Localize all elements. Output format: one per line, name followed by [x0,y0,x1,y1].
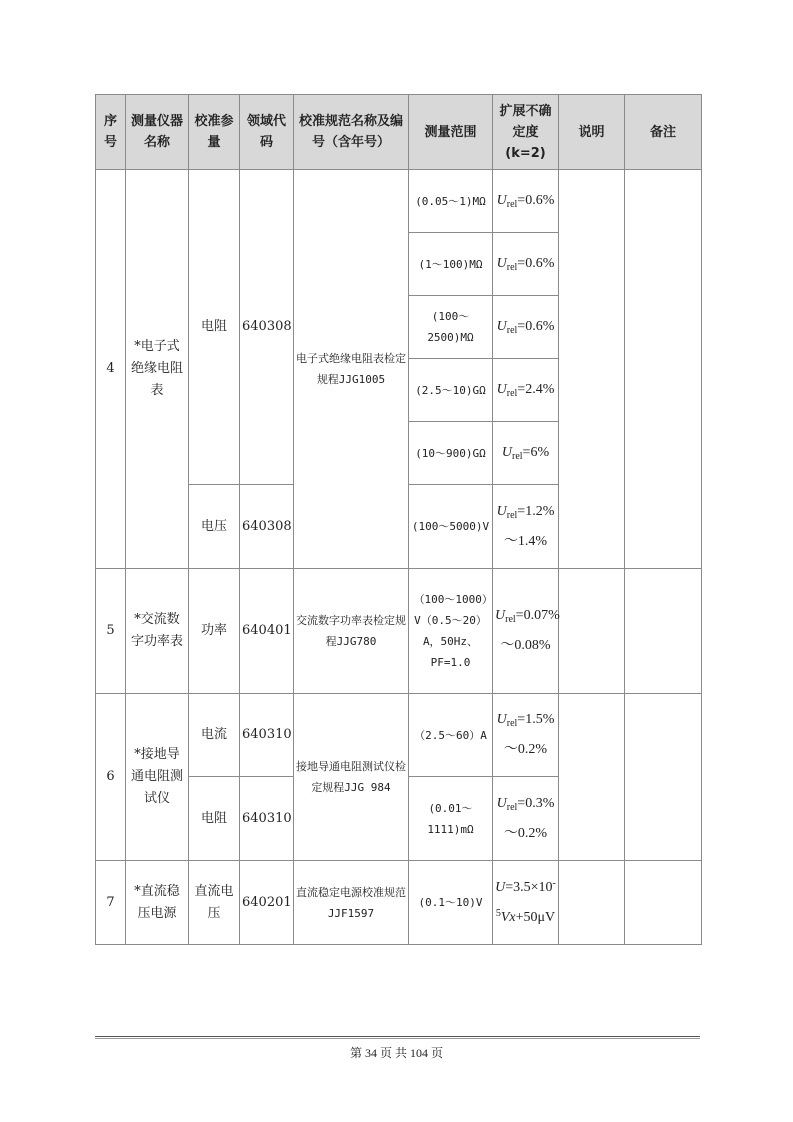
uncertainty-value: =0.07%～0.08% [500,608,560,653]
seq-cell: 4 [96,170,126,569]
u-symbol: U [496,712,507,727]
u-sub: rel [512,451,523,462]
range-cell: (100～2500)MΩ [409,296,493,359]
header-row [96,95,702,170]
param-cell: 电阻 [189,170,240,485]
uncertainty-value: =1.5%～0.2% [503,712,555,757]
uncertainty-cell [493,694,559,777]
remark-cell [625,569,702,694]
table-row [96,861,702,945]
u-symbol: U [495,608,506,623]
u-sub: rel [506,325,518,336]
col-remark: 备注 [625,95,702,170]
u-variable: Vx [500,909,516,925]
range-cell: （2.5～60）A [409,694,493,777]
range-cell: （100～1000）V（0.5～20）A，50Hz、PF=1.0 [409,569,493,694]
uncertainty-cell [493,485,559,569]
range-cell: (0.05～1)MΩ [409,170,493,233]
remark-cell [625,170,702,569]
range-cell: (0.01～1111)mΩ [409,777,493,861]
param-cell: 电压 [189,485,240,569]
col-seq: 序号 [96,95,126,170]
range-cell: (1～100)MΩ [409,233,493,296]
table-row [96,694,702,777]
instrument-cell: *直流稳压电源 [126,861,189,945]
uncertainty-cell [493,777,559,861]
u-symbol: U [496,256,507,271]
u-symbol: U [496,503,507,519]
uncertainty-value: =6% [522,445,550,460]
desc-cell [559,694,625,861]
remark-cell [625,694,702,861]
code-cell: 640310 [240,694,294,777]
code-cell: 640308 [240,170,294,485]
uncertainty-value: =0.6% [517,193,555,208]
col-code: 领域代码 [240,95,294,170]
col-instrument: 测量仪器名称 [126,95,189,170]
param-cell: 功率 [189,569,240,694]
table-row [96,170,702,233]
uncertainty-value: =3.5×10 [505,879,553,895]
table-row [96,569,702,694]
u-sub: rel [506,801,518,813]
desc-cell [559,569,625,694]
footer-rule [95,1036,700,1037]
seq-cell: 6 [96,694,126,861]
calibration-table [95,94,702,945]
code-cell: 640308 [240,485,294,569]
u-sub: rel [506,262,518,273]
uncertainty-value: =0.6% [517,256,555,271]
uncertainty-cell [493,359,559,422]
page-number: 第 34 页 共 104 页 [349,1046,443,1060]
range-cell: (10～900)GΩ [409,422,493,485]
u-sub: rel [506,509,518,521]
code-cell: 640201 [240,861,294,945]
uncertainty-value: =0.3%～0.2% [503,795,555,841]
u-exponent: -5 [495,877,556,919]
instrument-cell: *接地导通电阻测试仪 [126,694,189,861]
col-desc: 说明 [559,95,625,170]
seq-cell: 5 [96,569,126,694]
u-sub: rel [506,199,518,210]
u-symbol: U [496,382,507,397]
instrument-cell: *电子式绝缘电阻表 [126,170,189,569]
code-cell: 640310 [240,777,294,861]
range-cell: (0.1～10)V [409,861,493,945]
param-cell: 直流电压 [189,861,240,945]
spec-cell: 接地导通电阻测试仪检定规程JJG 984 [294,694,409,861]
desc-cell [559,861,625,945]
u-sub: rel [506,388,518,399]
uncertainty-cell [493,569,559,694]
uncertainty-value: =1.2%～1.4% [503,503,555,549]
u-sub: rel [506,718,518,729]
col-param: 校准参量 [189,95,240,170]
uncertainty-cell [493,296,559,359]
param-cell: 电流 [189,694,240,777]
remark-cell [625,861,702,945]
spec-cell: 直流稳定电源校准规范 JJF1597 [294,861,409,945]
uncertainty-cell [493,861,559,945]
u-sub: rel [505,614,516,625]
u-symbol: U [496,193,507,208]
uncertainty-cell [493,422,559,485]
uncertainty-cell [493,170,559,233]
u-symbol: U [496,795,507,811]
col-spec: 校准规范名称及编号（含年号） [294,95,409,170]
seq-cell: 7 [96,861,126,945]
spec-cell: 电子式绝缘电阻表检定规程JJG1005 [294,170,409,569]
uncertainty-value: =2.4% [517,382,555,397]
uncertainty-cell [493,233,559,296]
col-range: 测量范围 [409,95,493,170]
uncertainty-value: =0.6% [517,319,555,334]
spec-cell: 交流数字功率表检定规程JJG780 [294,569,409,694]
u-symbol: U [495,879,506,895]
col-uncertainty: 扩展不确定度(k=2) [493,95,559,170]
desc-cell [559,170,625,569]
range-cell: (2.5～10)GΩ [409,359,493,422]
code-cell: 640401 [240,569,294,694]
uncertainty-tail: +50μV [515,909,556,925]
range-cell: (100～5000)V [409,485,493,569]
footer-rule [95,1038,700,1039]
u-symbol: U [496,319,507,334]
param-cell: 电阻 [189,777,240,861]
instrument-cell: *交流数字功率表 [126,569,189,694]
u-symbol: U [501,445,512,460]
